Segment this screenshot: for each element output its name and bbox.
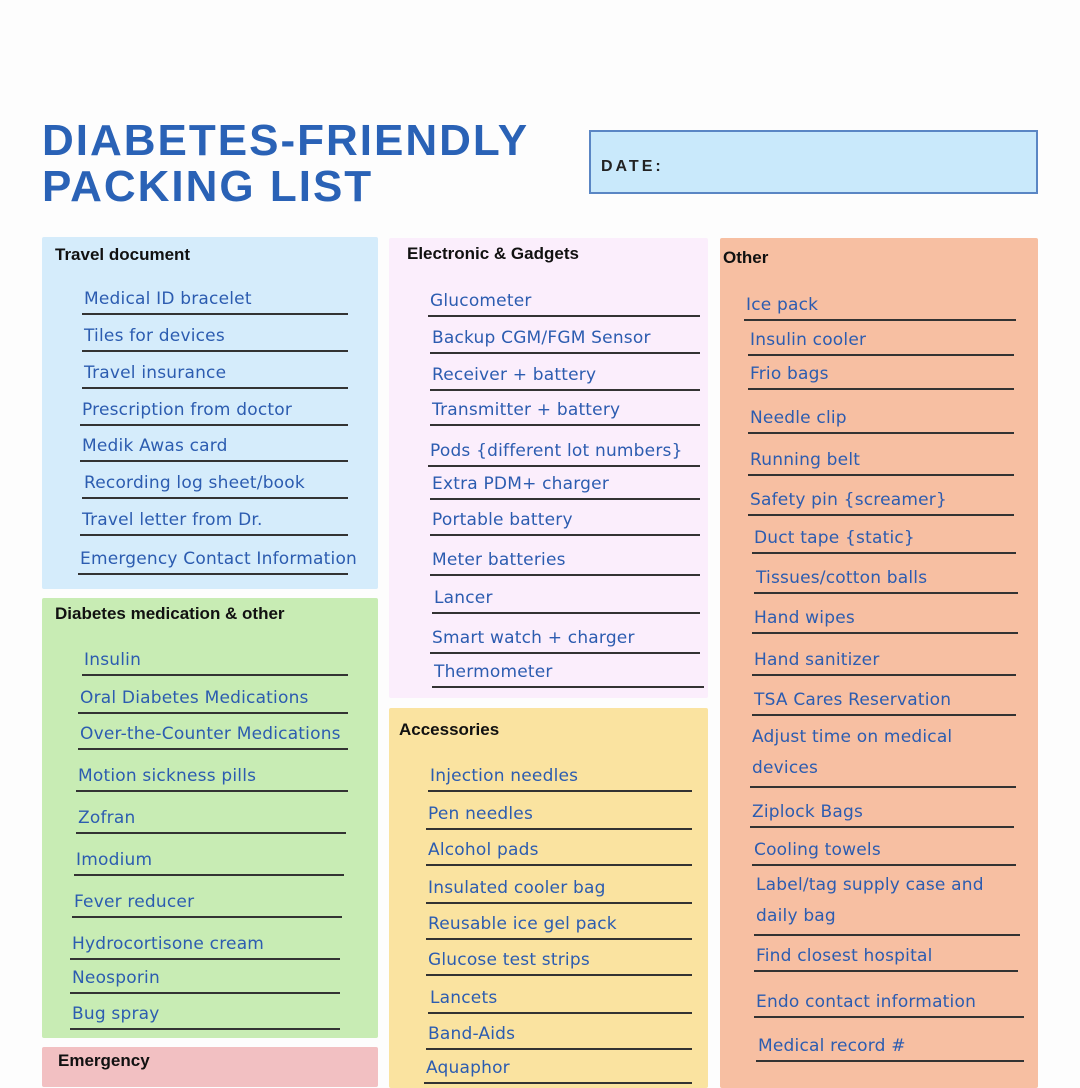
other-checklist-item[interactable]: Cooling towels — [752, 832, 1016, 866]
other-checklist-item[interactable]: Duct tape {static} — [752, 520, 1016, 554]
travel-checklist-item[interactable]: Recording log sheet/book — [82, 467, 348, 499]
other-checklist-item[interactable]: Hand wipes — [752, 600, 1018, 634]
accessories-checklist-item[interactable]: Aquaphor — [424, 1054, 692, 1084]
accessories-checklist-item[interactable]: Insulated cooler bag — [426, 870, 692, 904]
accessories-checklist-item[interactable]: Band-Aids — [426, 1016, 692, 1050]
accessories-checklist-item[interactable]: Reusable ice gel pack — [426, 906, 692, 940]
other-checklist-item[interactable]: Find closest hospital — [754, 938, 1018, 972]
travel-checklist-item[interactable]: Tiles for devices — [82, 318, 348, 352]
travel-checklist-item[interactable]: Travel letter from Dr. — [80, 504, 348, 536]
accessories-title: Accessories — [399, 720, 500, 739]
medication-title: Diabetes medication & other — [55, 604, 285, 623]
electronics-checklist-item[interactable]: Transmitter + battery — [430, 392, 700, 426]
electronics-checklist-item[interactable]: Thermometer — [432, 656, 704, 688]
accessories-checklist-item[interactable]: Pen needles — [426, 796, 692, 830]
medication-checklist-item[interactable]: Hydrocortisone cream — [70, 926, 340, 960]
accessories-checklist-item[interactable]: Injection needles — [428, 756, 692, 792]
date-field[interactable] — [589, 130, 1038, 194]
other-checklist-item[interactable]: Label/tag supply case and daily bag — [754, 870, 1020, 936]
accessories-checklist-item[interactable]: Alcohol pads — [426, 832, 692, 866]
travel-document-title: Travel document — [55, 245, 191, 264]
date-label: DATE: — [601, 158, 664, 175]
electronics-checklist-item[interactable]: Meter batteries — [430, 542, 700, 576]
other-title: Other — [723, 248, 769, 267]
other-checklist-item[interactable]: Frio bags — [748, 356, 1014, 390]
other-checklist-item[interactable]: Running belt — [748, 440, 1014, 476]
title-line-1: DIABETES-FRIENDLY — [42, 116, 530, 165]
other-checklist-item[interactable]: Ziplock Bags — [750, 794, 1014, 828]
page-title — [42, 118, 582, 210]
other-checklist-item[interactable]: Endo contact information — [754, 980, 1024, 1018]
title-line-2: PACKING LIST — [42, 162, 374, 211]
travel-checklist-item[interactable]: Medik Awas card — [80, 430, 348, 462]
medication-checklist-item[interactable]: Motion sickness pills — [76, 758, 348, 792]
medication-checklist-item[interactable]: Fever reducer — [72, 884, 342, 918]
other-checklist-item[interactable]: Safety pin {screamer} — [748, 480, 1014, 516]
travel-checklist-item[interactable]: Prescription from doctor — [80, 392, 348, 426]
medication-checklist-item[interactable]: Over-the-Counter Medications — [78, 718, 348, 750]
travel-checklist-item[interactable]: Travel insurance — [82, 355, 348, 389]
other-checklist-item[interactable]: Insulin cooler — [748, 322, 1014, 356]
accessories-checklist-item[interactable]: Glucose test strips — [426, 944, 692, 976]
medication-checklist-item[interactable]: Neosporin — [70, 962, 340, 994]
other-checklist-item[interactable]: Adjust time on medical devices — [750, 722, 1016, 788]
medication-checklist-item[interactable]: Bug spray — [70, 998, 340, 1030]
other-checklist-item[interactable]: TSA Cares Reservation — [752, 682, 1016, 716]
electronics-title: Electronic & Gadgets — [407, 244, 579, 263]
travel-checklist-item[interactable]: Emergency Contact Information — [78, 541, 348, 575]
electronics-checklist-item[interactable]: Pods {different lot numbers} — [428, 433, 700, 467]
other-checklist-item[interactable]: Hand sanitizer — [752, 642, 1016, 676]
medication-checklist-item[interactable]: Imodium — [74, 842, 344, 876]
other-checklist-item[interactable]: Medical record # — [756, 1026, 1024, 1062]
emergency-panel — [42, 1047, 378, 1087]
emergency-title: Emergency — [58, 1051, 150, 1070]
other-checklist-item[interactable]: Ice pack — [744, 285, 1016, 321]
electronics-checklist-item[interactable]: Backup CGM/FGM Sensor — [430, 320, 700, 354]
other-checklist-item[interactable]: Tissues/cotton balls — [754, 560, 1018, 594]
medication-checklist-item[interactable]: Zofran — [76, 800, 346, 834]
electronics-checklist-item[interactable]: Lancer — [432, 578, 700, 614]
electronics-checklist-item[interactable]: Glucometer — [428, 281, 700, 317]
electronics-checklist-item[interactable]: Receiver + battery — [430, 357, 700, 391]
electronics-checklist-item[interactable]: Portable battery — [430, 502, 700, 536]
medication-checklist-item[interactable]: Oral Diabetes Medications — [78, 680, 348, 714]
electronics-checklist-item[interactable]: Smart watch + charger — [430, 620, 700, 654]
electronics-checklist-item[interactable]: Extra PDM+ charger — [430, 466, 700, 500]
travel-checklist-item[interactable]: Medical ID bracelet — [82, 281, 348, 315]
medication-checklist-item[interactable]: Insulin — [82, 640, 348, 676]
other-checklist-item[interactable]: Needle clip — [748, 398, 1014, 434]
accessories-checklist-item[interactable]: Lancets — [428, 980, 692, 1014]
